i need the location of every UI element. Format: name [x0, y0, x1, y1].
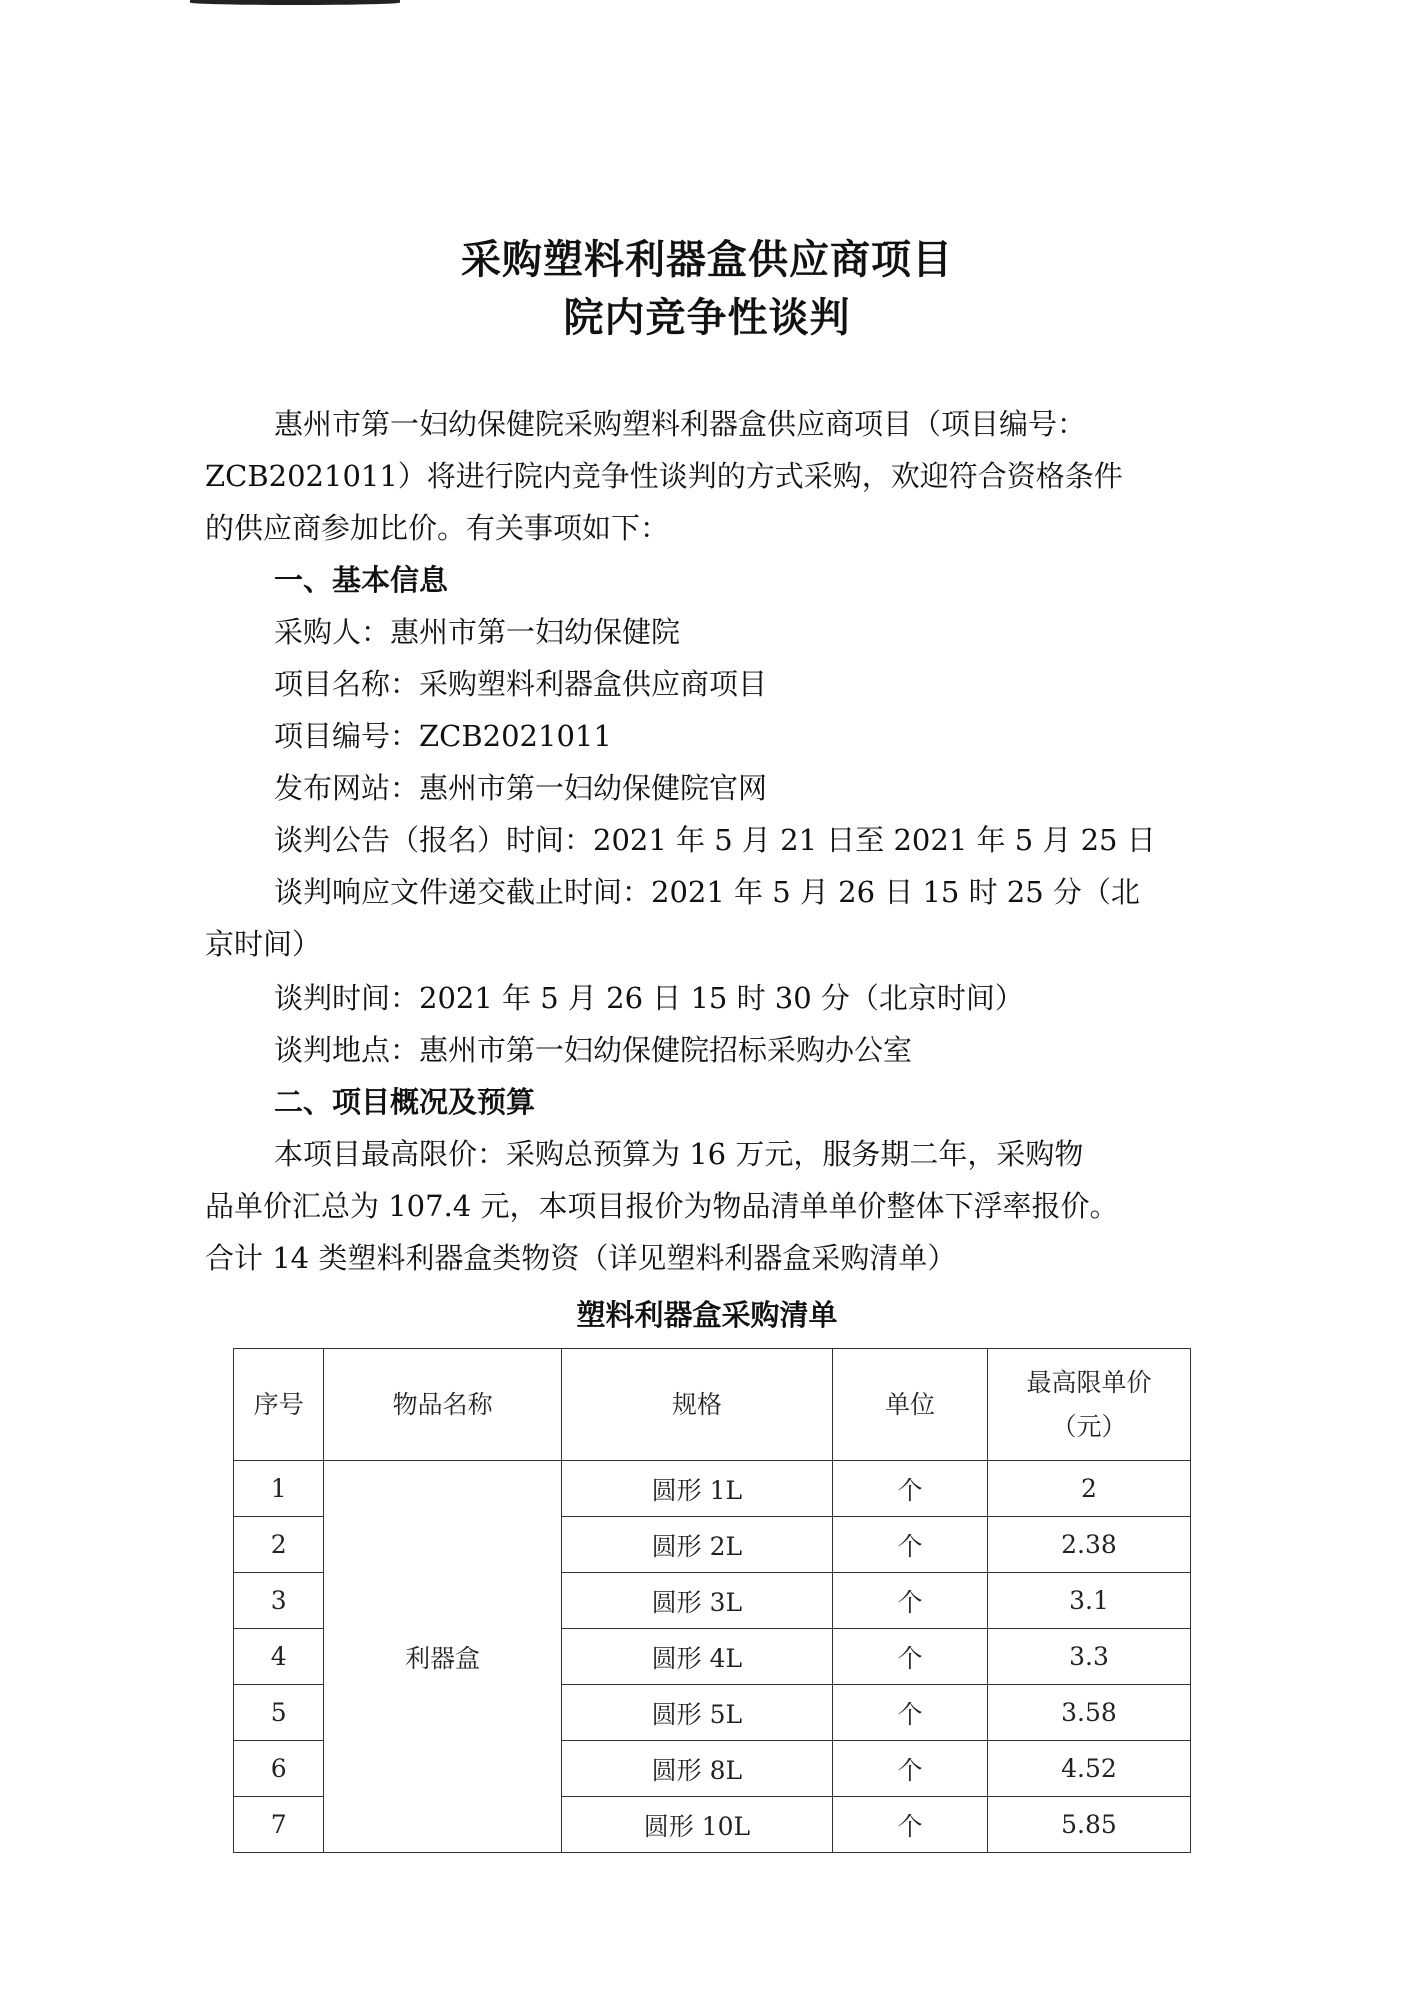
- header-price: [987, 1349, 1190, 1461]
- header-no: 序号: [234, 1349, 324, 1461]
- header-price-line2: （元）: [1051, 1411, 1127, 1441]
- header-name: 物品名称: [324, 1349, 561, 1461]
- cell-spec: 圆形 1L: [561, 1461, 832, 1517]
- cell-unit: 个: [833, 1573, 988, 1629]
- info-project-name: 项目名称：采购塑料利器盒供应商项目: [274, 667, 768, 701]
- cell-unit: 个: [833, 1517, 988, 1573]
- cell-spec: 圆形 5L: [561, 1685, 832, 1741]
- budget-line-1: 本项目最高限价：采购总预算为 16 万元，服务期二年，采购物: [274, 1137, 1084, 1171]
- intro-line-1: 惠州市第一妇幼保健院采购塑料利器盒供应商项目（项目编号：: [274, 407, 1087, 441]
- cell-price: 2: [987, 1461, 1190, 1517]
- table-header-row: [234, 1349, 1191, 1461]
- cell-price: 3.3: [987, 1629, 1190, 1685]
- cell-no: 6: [234, 1741, 324, 1797]
- info-deadline-wrap: 京时间）: [205, 927, 322, 961]
- intro-line-3: 的供应商参加比价。有关事项如下：: [205, 511, 670, 545]
- cell-no: 7: [234, 1797, 324, 1853]
- info-purchaser: 采购人：惠州市第一妇幼保健院: [274, 615, 681, 649]
- cell-unit: 个: [833, 1461, 988, 1517]
- section1-heading: 一、基本信息: [274, 563, 449, 597]
- cell-no: 3: [234, 1573, 324, 1629]
- cell-unit: 个: [833, 1797, 988, 1853]
- cell-spec: 圆形 2L: [561, 1517, 832, 1573]
- header-spec: 规格: [561, 1349, 832, 1461]
- info-deadline: 谈判响应文件递交截止时间：2021 年 5 月 26 日 15 时 25 分（北: [274, 875, 1140, 909]
- cell-price: 2.38: [987, 1517, 1190, 1573]
- info-website: 发布网站：惠州市第一妇幼保健院官网: [274, 771, 768, 805]
- cell-price: 3.58: [987, 1685, 1190, 1741]
- cell-spec: 圆形 3L: [561, 1573, 832, 1629]
- cell-no: 2: [234, 1517, 324, 1573]
- scan-edge-mark: [190, 0, 400, 5]
- budget-line-2: 品单价汇总为 107.4 元，本项目报价为物品清单单价整体下浮率报价。: [205, 1189, 1119, 1223]
- cell-no: 5: [234, 1685, 324, 1741]
- cell-no: 4: [234, 1629, 324, 1685]
- cell-price: 4.52: [987, 1741, 1190, 1797]
- table-title: 塑料利器盒采购清单: [576, 1298, 838, 1332]
- header-price-line1: 最高限单价: [1026, 1367, 1152, 1397]
- budget-line-3: 合计 14 类塑料利器盒类物资（详见塑料利器盒采购清单）: [205, 1241, 957, 1275]
- cell-no: 1: [234, 1461, 324, 1517]
- header-unit: 单位: [833, 1349, 988, 1461]
- table-row: [234, 1461, 1191, 1517]
- cell-spec: 圆形 8L: [561, 1741, 832, 1797]
- cell-item-name: 利器盒: [324, 1461, 561, 1853]
- cell-unit: 个: [833, 1685, 988, 1741]
- info-project-number: 项目编号：ZCB2021011: [274, 719, 612, 753]
- info-announcement-time: 谈判公告（报名）时间：2021 年 5 月 21 日至 2021 年 5 月 25 日: [274, 823, 1156, 857]
- cell-price: 5.85: [987, 1797, 1190, 1853]
- intro-line-2: ZCB2021011）将进行院内竞争性谈判的方式采购，欢迎符合资格条件: [205, 459, 1123, 493]
- cell-unit: 个: [833, 1629, 988, 1685]
- document-title-line2: 院内竞争性谈判: [563, 295, 851, 341]
- section2-heading: 二、项目概况及预算: [274, 1085, 536, 1119]
- info-negotiation-place: 谈判地点：惠州市第一妇幼保健院招标采购办公室: [274, 1033, 913, 1067]
- cell-spec: 圆形 10L: [561, 1797, 832, 1853]
- cell-spec: 圆形 4L: [561, 1629, 832, 1685]
- cell-unit: 个: [833, 1741, 988, 1797]
- info-negotiation-time: 谈判时间：2021 年 5 月 26 日 15 时 30 分（北京时间）: [274, 981, 1024, 1015]
- document-title-line1: 采购塑料利器盒供应商项目: [461, 237, 953, 283]
- procurement-table: [233, 1348, 1191, 1853]
- cell-price: 3.1: [987, 1573, 1190, 1629]
